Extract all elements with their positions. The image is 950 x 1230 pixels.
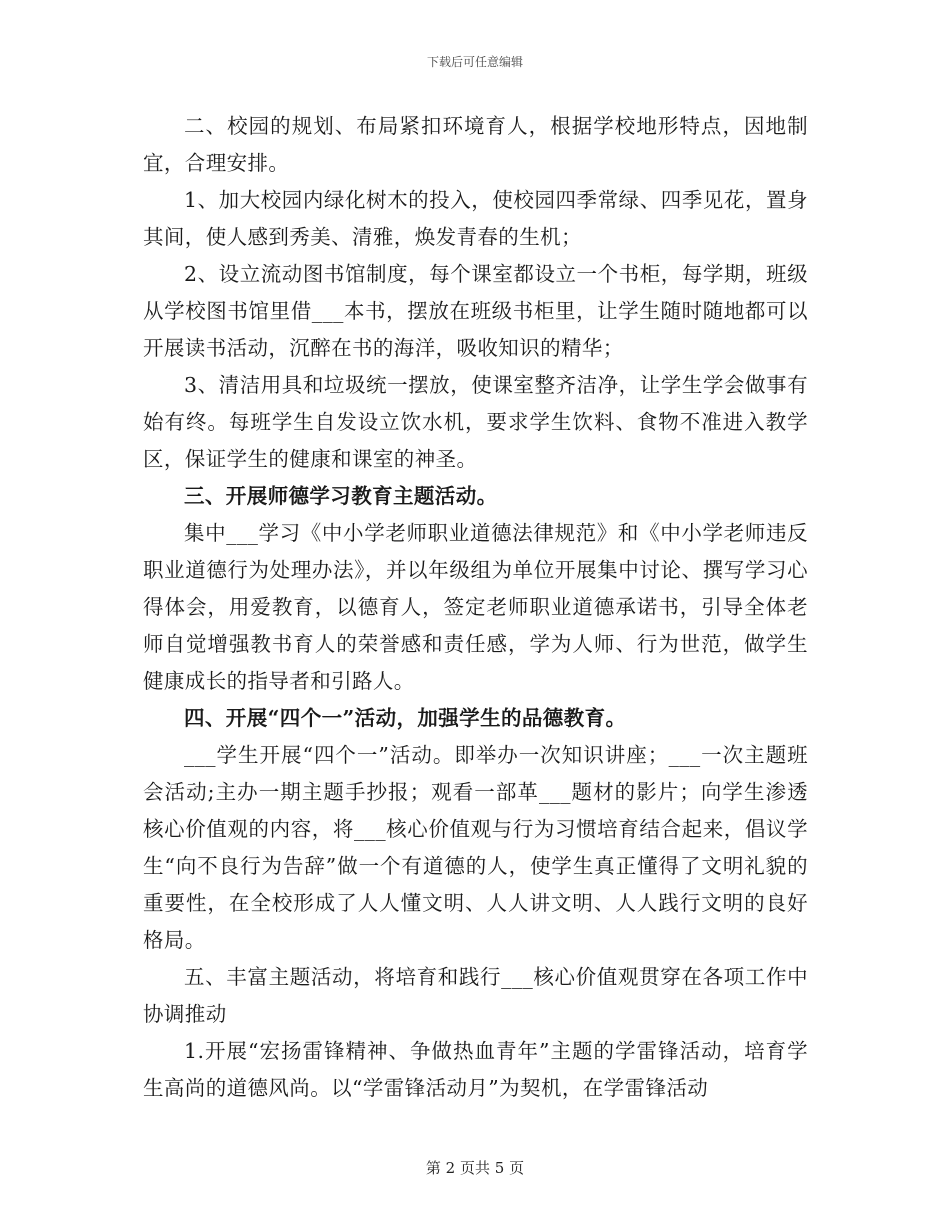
paragraph-item-2: 2、设立流动图书馆制度，每个课室都设立一个书柜，每学期，班级从学校图书馆里借___本书，摆放在班级书柜里，让学生随时随地都可以开展读书活动，沉醉在书的海洋，吸收知识的精华； <box>143 262 808 360</box>
paragraph-section-five-item-1: 1.开展“宏扬雷锋精神、争做热血青年”主题的学雷锋活动，培育学生高尚的道德风尚。以“学雷锋活动月”为契机，在学雷锋活动 <box>143 1039 808 1100</box>
paragraph-section-three-body: 集中___学习《中小学老师职业道德法律规范》和《中小学老师违反职业道德行为处理办法》，并以年级组为单位开展集中讨论、撰写学习心得体会，用爱教育，以德育人，签定老师职业道德承诺书，引导全体老师自觉增强教书育人的荣誉感和责任感，学为人师、行为世范，做学生健康成长的指导者和引路人。 <box>143 521 808 693</box>
page-number: 第 2 页共 5 页 <box>425 1159 525 1177</box>
paragraph-section-five: 五、丰富主题活动，将培育和践行___核心价值观贯穿在各项工作中协调推动 <box>143 965 808 1026</box>
paragraph-section-two: 二、校园的规划、布局紧扣环境育人，根据学校地形特点，因地制宜，合理安排。 <box>143 114 808 175</box>
paragraph-section-four-body: ___学生开展“四个一”活动。即举办一次知识讲座；___一次主题班会活动;主办一期主题手抄报；观看一部革___题材的影片；向学生渗透核心价值观的内容，将___核心价值观与行为习惯培育结合起来，倡议学生“向不良行为告辞”做一个有道德的人，使学生真正懂得了文明礼貌的重要性，在全校形成了人人懂文明、人人讲文明、人人践行文明的良好格局。 <box>143 743 808 952</box>
paragraph-item-1: 1、加大校园内绿化树木的投入，使校园四季常绿、四季见花，置身其间，使人感到秀美、清雅，焕发青春的生机； <box>143 188 808 249</box>
document-body <box>143 108 808 1107</box>
paragraph-item-3: 3、清洁用具和垃圾统一摆放，使课室整齐洁净，让学生学会做事有始有终。每班学生自发设立饮水机，要求学生饮料、食物不准进入教学区，保证学生的健康和课室的神圣。 <box>143 373 808 471</box>
section-heading-four: 四、开展“四个一”活动，加强学生的品德教育。 <box>184 706 627 730</box>
page-header: 下载后可任意编辑 <box>426 55 523 69</box>
section-heading-three: 三、开展师德学习教育主题活动。 <box>184 484 498 508</box>
